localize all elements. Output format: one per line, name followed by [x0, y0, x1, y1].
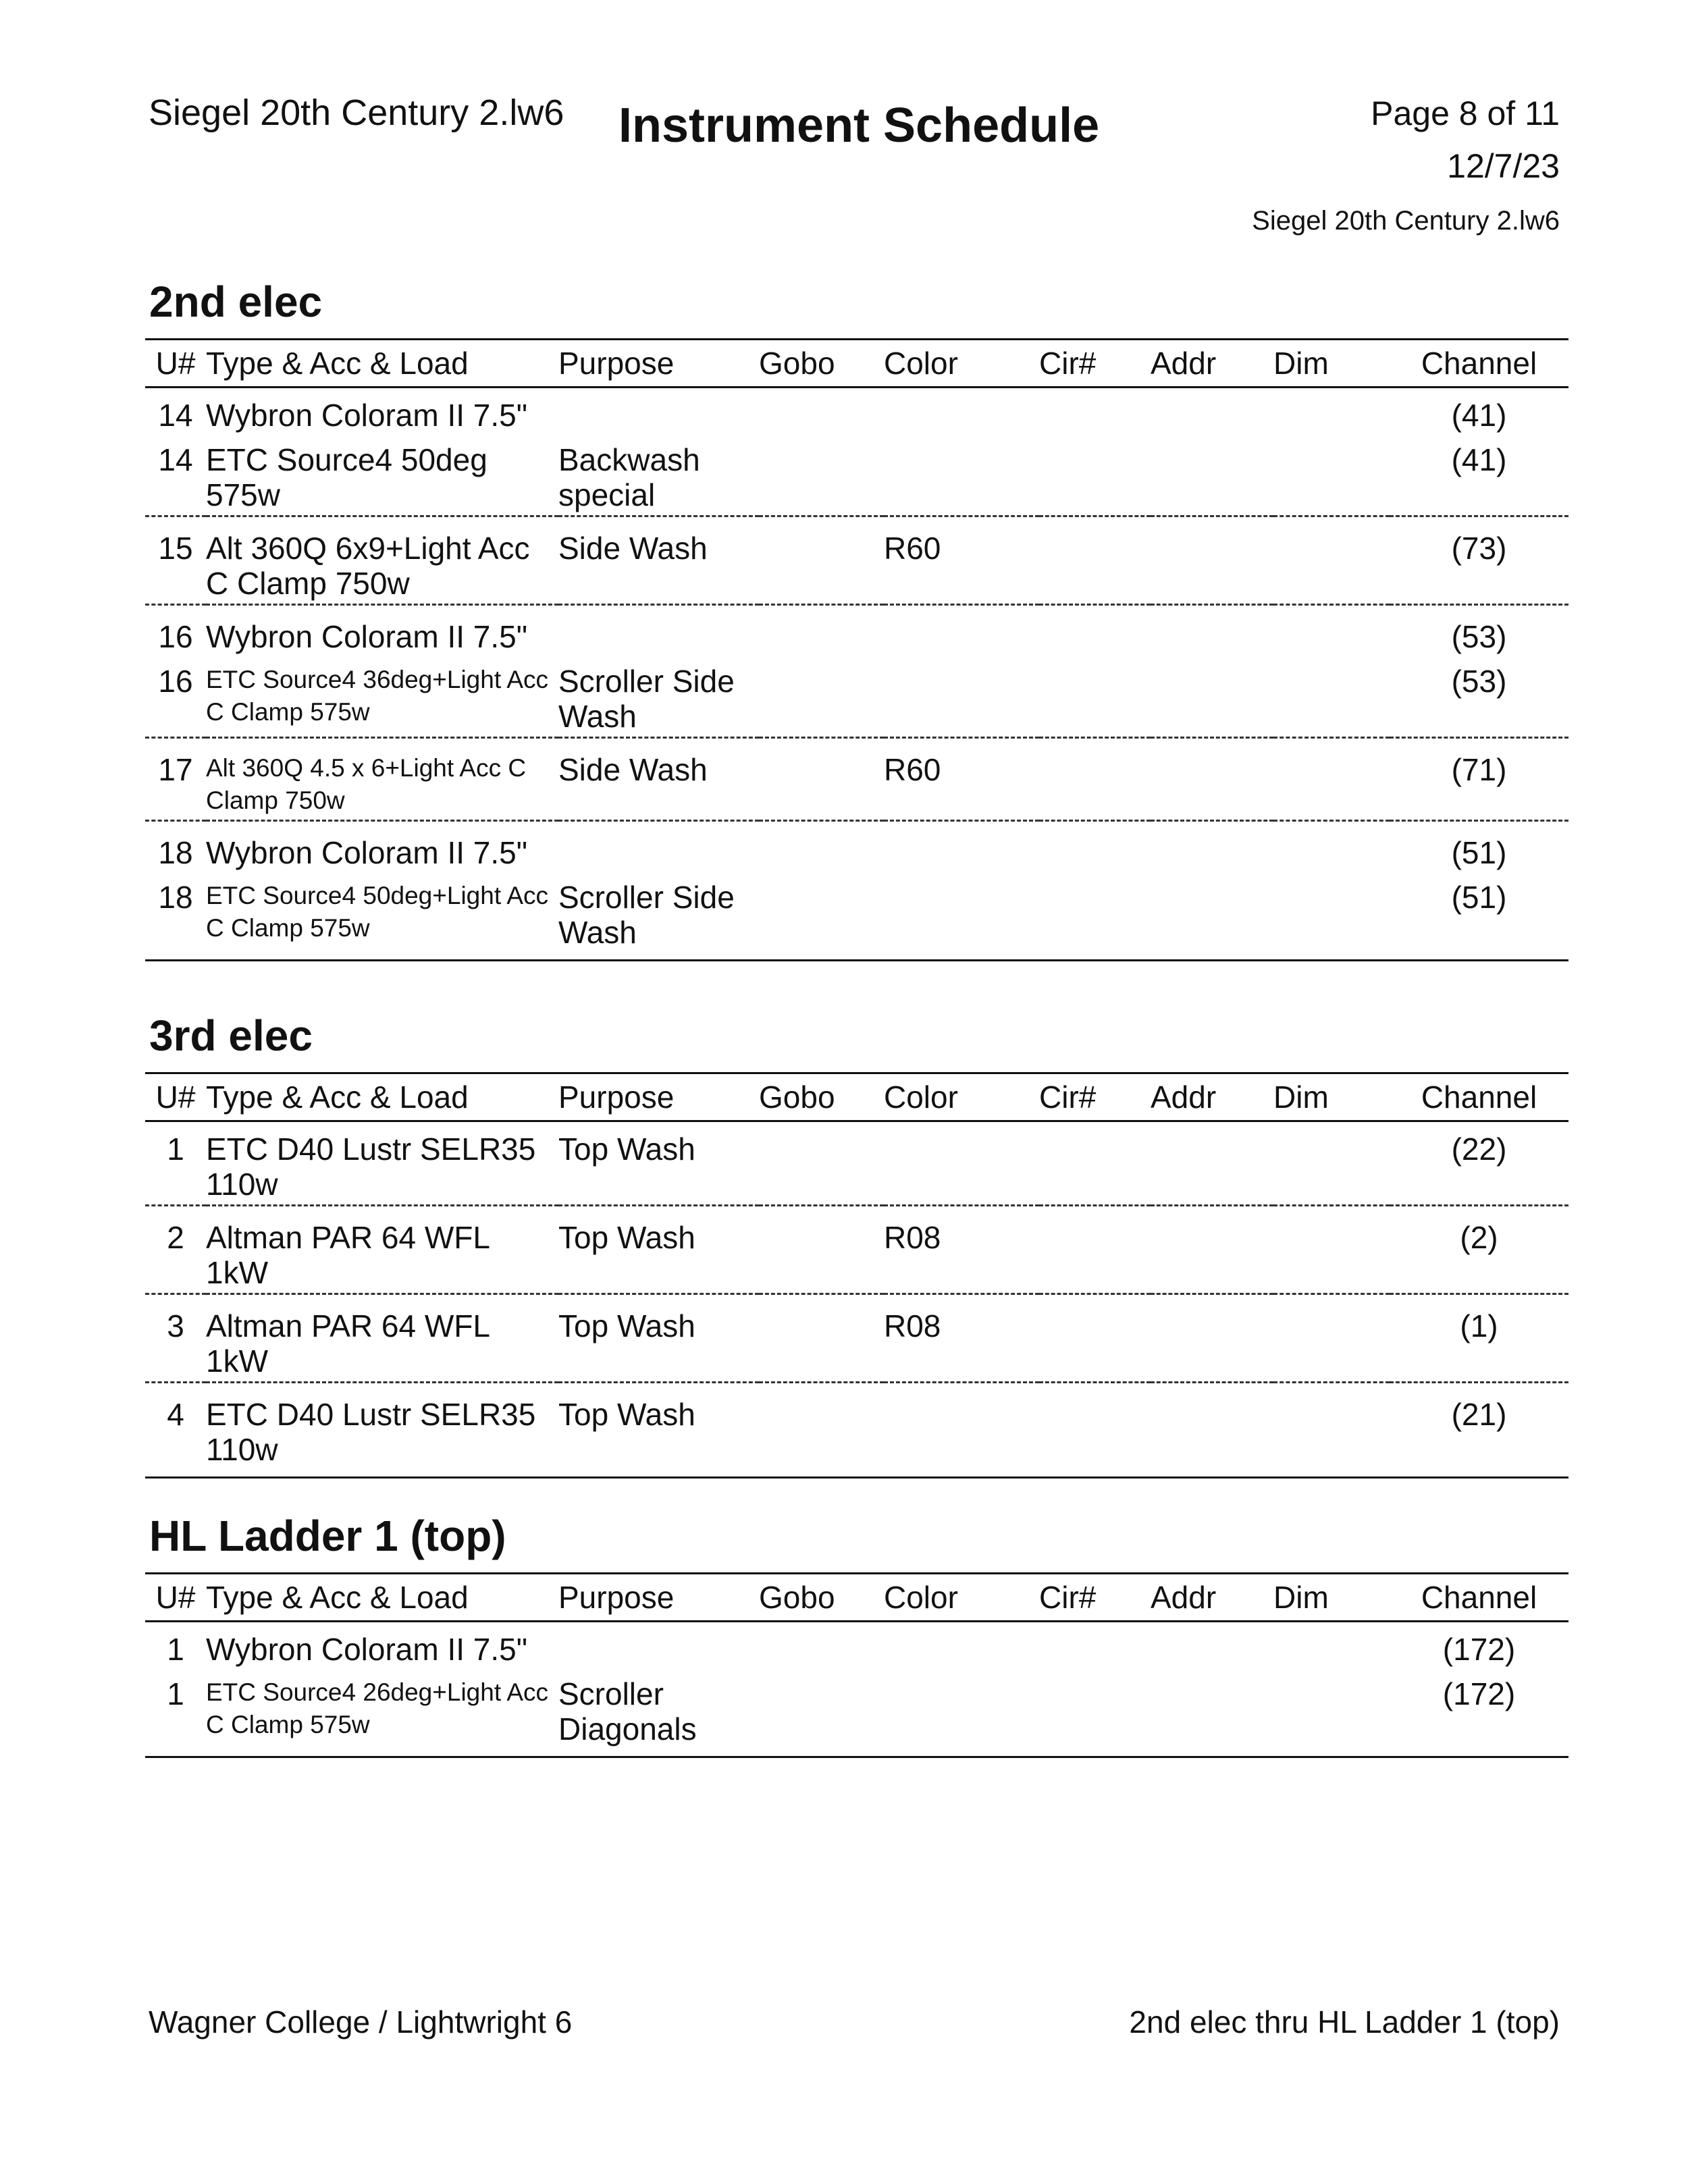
- cell-unit: 4: [145, 1382, 206, 1477]
- cell-dim: [1273, 1621, 1390, 1670]
- cell-type: ETC D40 Lustr SELR35 110w: [206, 1382, 558, 1477]
- cell-channel: (1): [1390, 1294, 1568, 1382]
- cell-unit: 1: [145, 1670, 206, 1757]
- column-header-channel: Channel: [1390, 1073, 1568, 1121]
- cell-purpose: Scroller Side Wash: [558, 663, 735, 734]
- cell-unit: 1: [167, 1631, 184, 1667]
- cell-dim: [1273, 657, 1390, 738]
- cell-cir: [1039, 1121, 1151, 1205]
- cell-dim: [1273, 737, 1390, 820]
- column-header-channel: Channel: [1390, 1574, 1568, 1622]
- cell-color: [884, 1670, 1039, 1757]
- cell-unit: 16: [158, 663, 193, 699]
- column-header-addr: Addr: [1151, 1073, 1273, 1121]
- cell-gobo: [759, 387, 884, 435]
- cell-unit: 18: [145, 820, 206, 873]
- cell-color: [884, 657, 1039, 738]
- cell-dim: [1273, 873, 1390, 961]
- cell-purpose: Side Wash: [558, 516, 759, 604]
- cell-cir: [1039, 1382, 1151, 1477]
- table-header-row: [145, 1574, 1568, 1622]
- table-row: [145, 820, 1568, 873]
- cell-channel: (21): [1390, 1382, 1568, 1477]
- cell-addr: [1151, 873, 1273, 961]
- column-header-type: Type & Acc & Load: [206, 1073, 558, 1121]
- column-header-purpose: Purpose: [558, 1574, 759, 1622]
- cell-purpose: Backwash special: [558, 442, 700, 512]
- cell-channel: (2): [1390, 1205, 1568, 1294]
- cell-type: Wybron Coloram II 7.5": [206, 397, 528, 433]
- header-file-name: Siegel 20th Century 2.lw6: [149, 92, 564, 133]
- cell-addr: [1151, 387, 1273, 435]
- cell-addr: [1151, 1382, 1273, 1477]
- cell-cir: [1039, 737, 1151, 820]
- cell-gobo: [759, 820, 884, 873]
- cell-gobo: [759, 1121, 884, 1205]
- cell-cir: [1039, 387, 1151, 435]
- cell-dim: [1273, 1294, 1390, 1382]
- column-header-gobo: Gobo: [759, 1073, 884, 1121]
- cell-gobo: [759, 516, 884, 604]
- cell-cir: [1039, 1670, 1151, 1757]
- column-header-unit: U#: [145, 340, 206, 388]
- cell-addr: [1151, 657, 1273, 738]
- section-title: HL Ladder 1 (top): [149, 1512, 506, 1560]
- page-title: Instrument Schedule: [618, 99, 1100, 153]
- cell-dim: [1273, 820, 1390, 873]
- column-header-gobo: Gobo: [759, 340, 884, 388]
- column-header-type: Type & Acc & Load: [206, 1574, 558, 1622]
- cell-gobo: [759, 737, 884, 820]
- cell-type: ETC Source4 50deg+Light Acc C Clamp 575w: [206, 873, 558, 961]
- table-row: [145, 1382, 1568, 1477]
- column-header-type: Type & Acc & Load: [206, 340, 558, 388]
- table-row: [145, 1670, 1568, 1757]
- cell-color: [884, 1121, 1039, 1205]
- column-header-cir: Cir#: [1039, 1574, 1151, 1622]
- column-header-purpose: Purpose: [558, 1073, 759, 1121]
- cell-addr: [1151, 435, 1273, 516]
- cell-cir: [1039, 873, 1151, 961]
- cell-type: Wybron Coloram II 7.5": [206, 820, 558, 873]
- cell-gobo: [759, 435, 884, 516]
- table-row: [145, 1294, 1568, 1382]
- header-meta: [1252, 97, 1560, 234]
- table-row: [145, 1205, 1568, 1294]
- cell-color: [884, 604, 1039, 657]
- cell-color: R08: [884, 1205, 1039, 1294]
- section-3rd-elec: [145, 1011, 1568, 1479]
- cell-addr: [1151, 1121, 1273, 1205]
- cell-purpose: Scroller Side Wash: [558, 873, 759, 961]
- table-row: [145, 435, 1568, 516]
- cell-color: [884, 820, 1039, 873]
- cell-channel: (71): [1390, 737, 1568, 820]
- cell-unit: 1: [167, 1131, 184, 1167]
- cell-gobo: [759, 873, 884, 961]
- cell-gobo: [759, 1294, 884, 1382]
- cell-purpose: Top Wash: [558, 1382, 759, 1477]
- cell-dim: [1273, 1121, 1390, 1205]
- cell-cir: [1039, 1294, 1151, 1382]
- cell-dim: [1273, 516, 1390, 604]
- cell-dim: [1273, 1670, 1390, 1757]
- cell-gobo: [759, 1382, 884, 1477]
- cell-cir: [1039, 516, 1151, 604]
- cell-purpose: [558, 820, 759, 873]
- column-header-unit: U#: [145, 1073, 206, 1121]
- cell-type: Wybron Coloram II 7.5": [206, 604, 558, 657]
- cell-unit: 17: [145, 737, 206, 820]
- cell-gobo: [759, 1205, 884, 1294]
- column-header-cir: Cir#: [1039, 340, 1151, 388]
- cell-purpose: Scroller Diagonals: [558, 1670, 759, 1757]
- table-header-row: [145, 1073, 1568, 1121]
- cell-type: Altman PAR 64 WFL 1kW: [206, 1294, 558, 1382]
- cell-unit: 16: [145, 604, 206, 657]
- column-header-unit: U#: [145, 1574, 206, 1622]
- cell-dim: [1273, 604, 1390, 657]
- cell-color: R60: [884, 737, 1039, 820]
- cell-purpose: Top Wash: [558, 1294, 759, 1382]
- cell-cir: [1039, 657, 1151, 738]
- table-row: [145, 387, 1568, 435]
- cell-channel: (41): [1451, 397, 1507, 433]
- cell-addr: [1151, 1205, 1273, 1294]
- column-header-gobo: Gobo: [759, 1574, 884, 1622]
- cell-color: [884, 1621, 1039, 1670]
- cell-addr: [1151, 1670, 1273, 1757]
- section-hl-ladder-1-top: [145, 1514, 1568, 1758]
- cell-addr: [1151, 1621, 1273, 1670]
- column-header-color: Color: [884, 340, 1039, 388]
- cell-gobo: [759, 1621, 884, 1670]
- cell-addr: [1151, 1294, 1273, 1382]
- cell-addr: [1151, 737, 1273, 820]
- cell-dim: [1273, 1382, 1390, 1477]
- table-header-row: [145, 340, 1568, 388]
- cell-dim: [1273, 387, 1390, 435]
- section-2nd-elec: [145, 277, 1568, 961]
- print-date: 12/7/23: [1447, 147, 1560, 185]
- cell-type: Wybron Coloram II 7.5": [206, 1631, 528, 1667]
- cell-color: [884, 435, 1039, 516]
- cell-type: ETC D40 Lustr SELR35 110w: [206, 1131, 536, 1202]
- cell-color: R08: [884, 1294, 1039, 1382]
- table-row: [145, 1121, 1568, 1205]
- cell-type: Alt 360Q 6x9+Light Acc C Clamp 750w: [206, 516, 558, 604]
- section-title: 2nd elec: [149, 277, 323, 326]
- cell-cir: [1039, 1621, 1151, 1670]
- instrument-table: [145, 338, 1568, 961]
- table-row: [145, 604, 1568, 657]
- column-header-dim: Dim: [1273, 1574, 1390, 1622]
- cell-channel: (53): [1451, 663, 1507, 699]
- cell-unit: 14: [158, 442, 193, 477]
- column-header-dim: Dim: [1273, 340, 1390, 388]
- column-header-color: Color: [884, 1073, 1039, 1121]
- cell-purpose: [558, 387, 759, 435]
- instrument-table: [145, 1072, 1568, 1479]
- cell-color: [884, 1382, 1039, 1477]
- cell-dim: [1273, 1205, 1390, 1294]
- table-row: [145, 657, 1568, 738]
- cell-channel: (51): [1390, 820, 1568, 873]
- section-title: 3rd elec: [149, 1011, 313, 1060]
- cell-unit: 3: [145, 1294, 206, 1382]
- column-header-channel: Channel: [1390, 340, 1568, 388]
- cell-color: [884, 873, 1039, 961]
- cell-channel: (51): [1390, 873, 1568, 961]
- cell-channel: (172): [1390, 1670, 1568, 1757]
- cell-purpose: [558, 604, 759, 657]
- column-header-purpose: Purpose: [558, 340, 759, 388]
- cell-channel: (53): [1390, 604, 1568, 657]
- column-header-addr: Addr: [1151, 340, 1273, 388]
- column-header-color: Color: [884, 1574, 1039, 1622]
- cell-unit: 15: [145, 516, 206, 604]
- table-row: [145, 516, 1568, 604]
- footer-range: 2nd elec thru HL Ladder 1 (top): [1129, 2004, 1560, 2040]
- cell-purpose: [558, 1621, 759, 1670]
- cell-unit: 2: [145, 1205, 206, 1294]
- cell-purpose: Side Wash: [558, 737, 759, 820]
- table-row: [145, 1621, 1568, 1670]
- cell-cir: [1039, 820, 1151, 873]
- cell-type: Alt 360Q 4.5 x 6+Light Acc C Clamp 750w: [206, 737, 558, 820]
- cell-unit: 14: [158, 397, 193, 433]
- cell-type: ETC Source4 26deg+Light Acc C Clamp 575w: [206, 1670, 558, 1757]
- page-number: Page 8 of 11: [1371, 95, 1560, 132]
- cell-channel: (22): [1451, 1131, 1507, 1167]
- header-file-name-small: Siegel 20th Century 2.lw6: [1252, 206, 1560, 236]
- instrument-table: [145, 1572, 1568, 1758]
- cell-type: ETC Source4 36deg+Light Acc C Clamp 575w: [206, 665, 549, 726]
- cell-color: [884, 387, 1039, 435]
- table-row: [145, 737, 1568, 820]
- cell-purpose: Top Wash: [558, 1131, 695, 1167]
- cell-addr: [1151, 516, 1273, 604]
- column-header-dim: Dim: [1273, 1073, 1390, 1121]
- cell-type: ETC Source4 50deg 575w: [206, 442, 487, 512]
- cell-channel: (73): [1390, 516, 1568, 604]
- table-row: [145, 873, 1568, 961]
- footer-venue: Wagner College / Lightwright 6: [149, 2004, 573, 2040]
- cell-type: Altman PAR 64 WFL 1kW: [206, 1205, 558, 1294]
- cell-gobo: [759, 604, 884, 657]
- cell-dim: [1273, 435, 1390, 516]
- cell-cir: [1039, 604, 1151, 657]
- cell-cir: [1039, 435, 1151, 516]
- cell-channel: (172): [1442, 1631, 1516, 1667]
- cell-unit: 18: [145, 873, 206, 961]
- column-header-cir: Cir#: [1039, 1073, 1151, 1121]
- cell-gobo: [759, 657, 884, 738]
- cell-cir: [1039, 1205, 1151, 1294]
- cell-gobo: [759, 1670, 884, 1757]
- cell-channel: (41): [1451, 442, 1507, 477]
- cell-color: R60: [884, 516, 1039, 604]
- cell-purpose: Top Wash: [558, 1205, 759, 1294]
- column-header-addr: Addr: [1151, 1574, 1273, 1622]
- cell-addr: [1151, 604, 1273, 657]
- cell-addr: [1151, 820, 1273, 873]
